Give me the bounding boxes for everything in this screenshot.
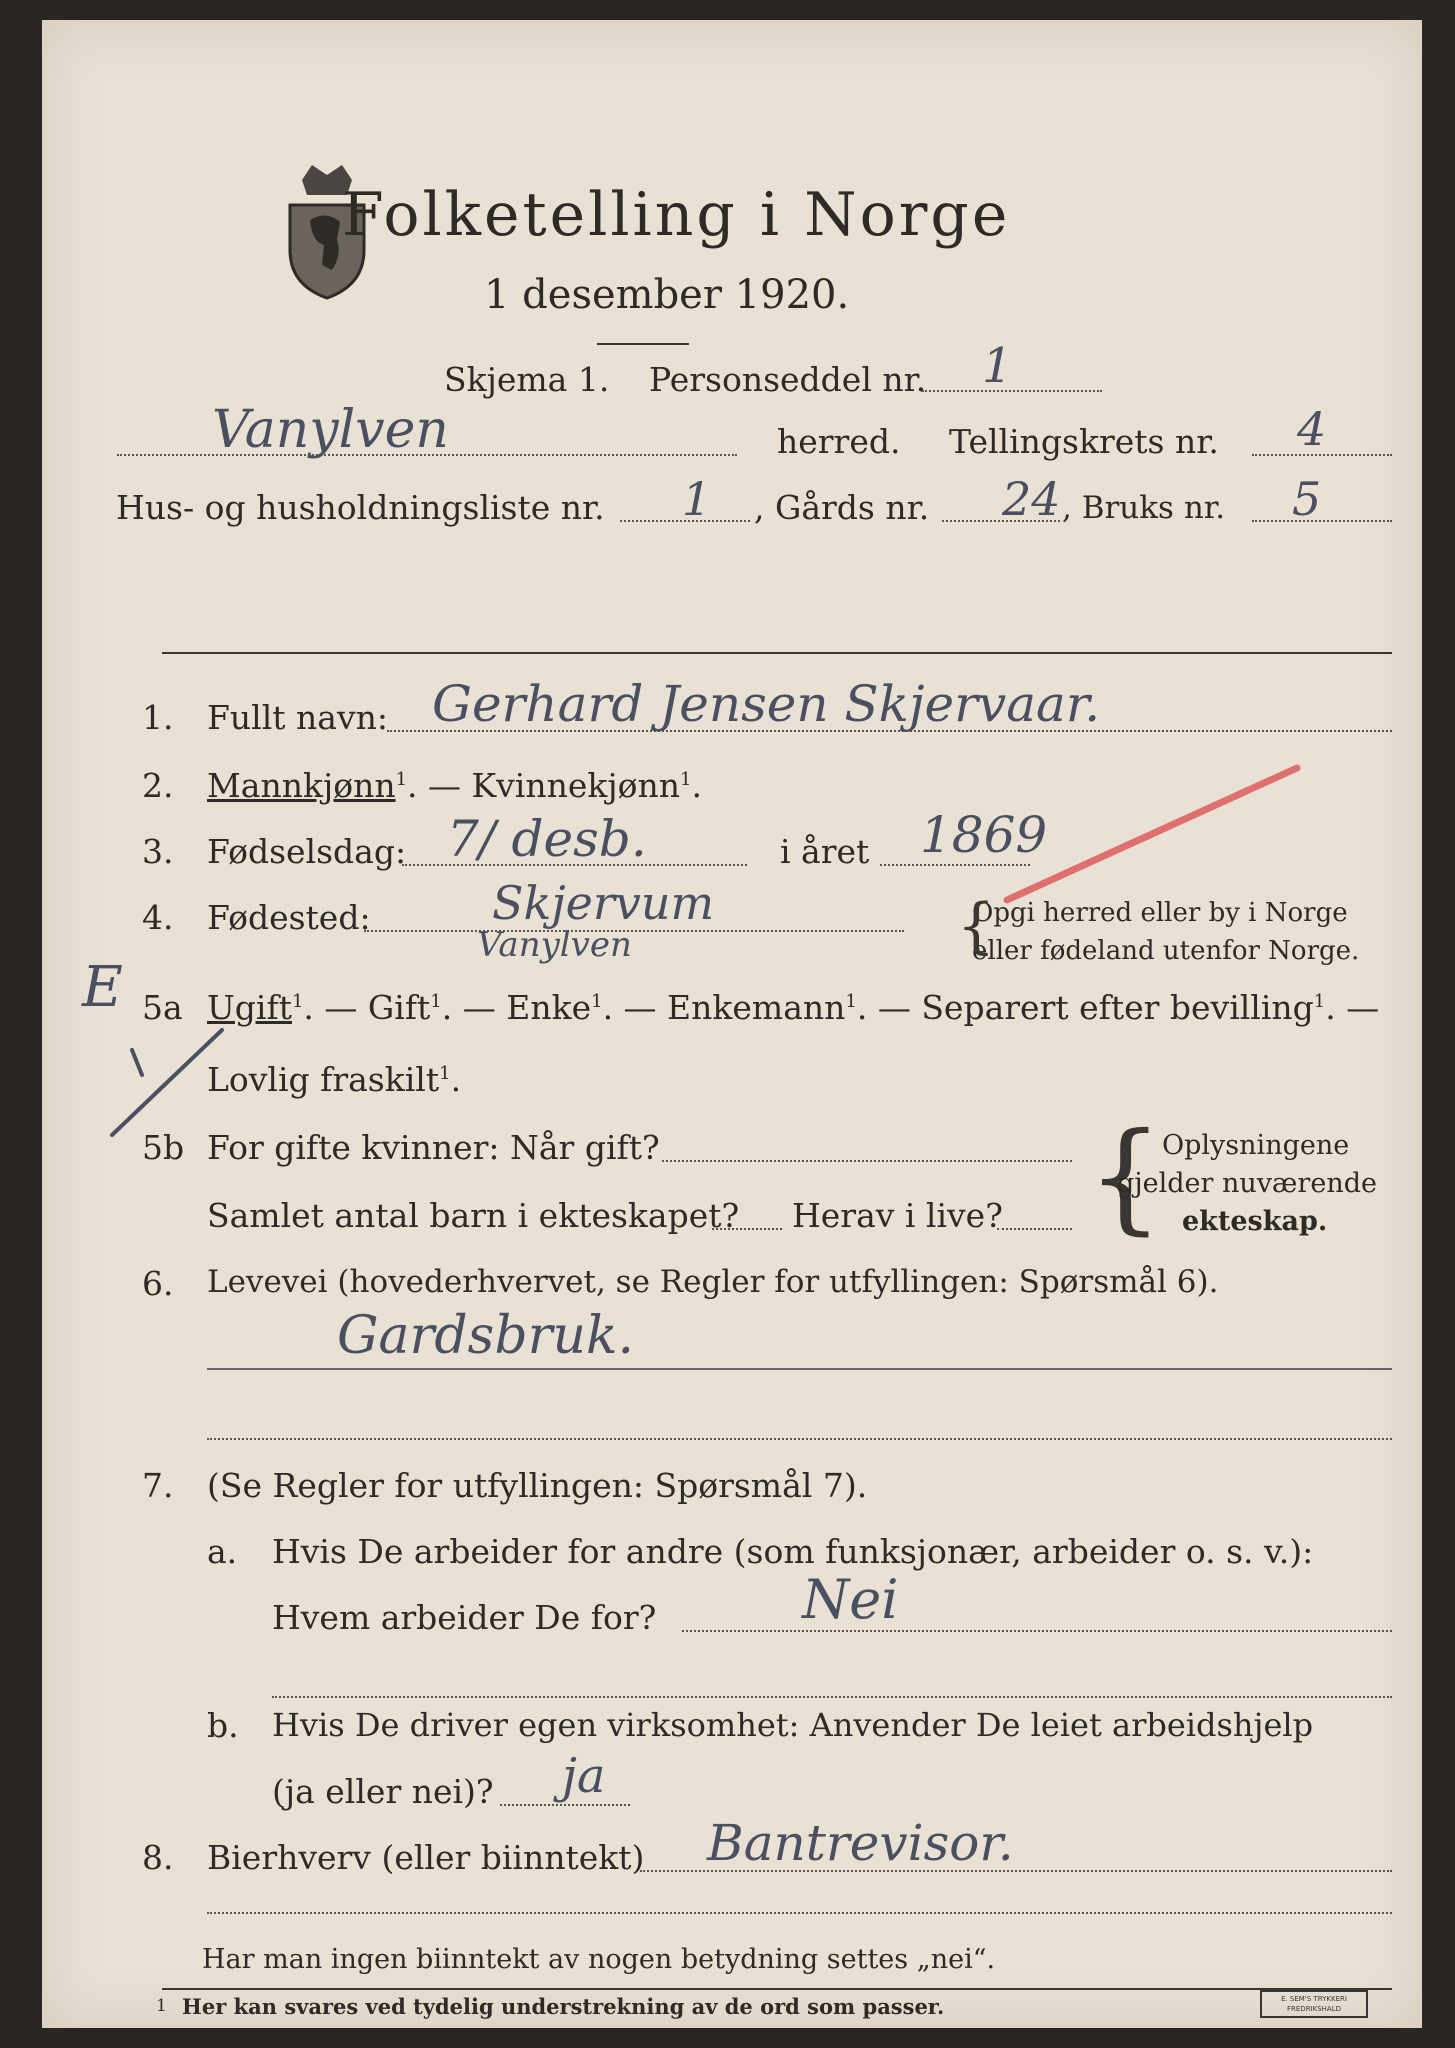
q1-number: 1. xyxy=(142,698,174,737)
q4-label: Fødested: xyxy=(207,898,371,937)
q5b-note-2: gjelder nuværende xyxy=(1117,1168,1377,1199)
q2-end: . xyxy=(691,766,702,805)
q8-label: Bierhverv (eller biinntekt) xyxy=(207,1838,645,1877)
red-pencil-mark xyxy=(1002,760,1302,910)
form-date: 1 desember 1920. xyxy=(484,272,850,318)
q4-brace: { xyxy=(957,891,996,961)
gards-label: , Gårds nr. xyxy=(754,488,930,527)
q4-line xyxy=(364,930,904,932)
q7a-label-2: Hvem arbeider De for? xyxy=(272,1598,657,1637)
q1-value: Gerhard Jensen Skjervaar. xyxy=(432,675,1101,733)
bruks-line xyxy=(1252,520,1392,522)
title-divider xyxy=(597,343,689,345)
q5b-label-3: Herav i live? xyxy=(792,1196,1003,1235)
q8-number: 8. xyxy=(142,1838,174,1877)
q7a-label: Hvis De arbeider for andre (som funksjonær, arbeider o. s. v.): xyxy=(272,1532,1314,1571)
q5a-enke: Enke xyxy=(506,988,592,1027)
q3-value: 7/ desb. xyxy=(447,810,647,868)
q5a-enkemann: Enkemann xyxy=(667,988,846,1027)
q7a-line-2 xyxy=(272,1696,1392,1698)
q4-value-2: Vanylven xyxy=(477,925,632,965)
q7b-line xyxy=(500,1804,630,1806)
printer-stamp-text: E. SEM'S TRYKKERI FREDRIKSHALD xyxy=(1281,1995,1347,2013)
form-title: Folketelling i Norge xyxy=(342,180,1011,250)
printer-stamp xyxy=(1260,1990,1368,2018)
q5a-number: 5a xyxy=(142,988,183,1027)
footer-divider xyxy=(162,1988,1392,1990)
q7-label: (Se Regler for utfyllingen: Spørsmål 7). xyxy=(207,1466,868,1505)
q1-label: Fullt navn: xyxy=(207,698,388,737)
q3-year-value: 1869 xyxy=(920,806,1048,864)
q8-line-2 xyxy=(207,1912,1392,1914)
q5a-separert: Separert efter bevilling xyxy=(921,988,1314,1027)
skjema-label: Skjema 1. xyxy=(444,360,610,399)
q6-line-1 xyxy=(207,1368,1392,1370)
q5b-label-2: Samlet antal barn i ekteskapet? xyxy=(207,1196,740,1235)
q3-year-label: i året xyxy=(780,832,870,871)
q7-number: 7. xyxy=(142,1466,174,1505)
q5a-ugift: Ugift xyxy=(207,988,292,1027)
header-divider xyxy=(162,652,1392,654)
q4-value: Skjervum xyxy=(492,876,715,930)
tellingskrets-label: Tellingskrets nr. xyxy=(949,422,1219,461)
q6-label: Levevei (hovederhvervet, se Regler for utfyllingen: Spørsmål 6). xyxy=(207,1264,1219,1300)
census-form-page xyxy=(42,20,1422,2028)
q5b-brace: { xyxy=(1087,1108,1164,1247)
q2-line: Mannkjønn$^1$. — Kvinnekjønn$^1$. xyxy=(207,766,702,805)
q6-number: 6. xyxy=(142,1264,174,1303)
personseddel-label: Personseddel nr. xyxy=(649,360,927,399)
q5b-note-3: ekteskap. xyxy=(1182,1206,1328,1237)
q6-line-2 xyxy=(207,1438,1392,1440)
q2-sep: . — xyxy=(407,766,472,805)
q7b-letter: b. xyxy=(207,1706,239,1745)
q7b-label-2: (ja eller nei)? xyxy=(272,1772,494,1811)
hus-label: Hus- og husholdningsliste nr. xyxy=(116,488,605,527)
q5a-margin-mark: E xyxy=(82,955,123,1020)
q5b-note-1: Oplysningene xyxy=(1162,1130,1350,1161)
q5b-line-1 xyxy=(662,1160,1072,1162)
tellingskrets-value: 4 xyxy=(1297,402,1327,456)
q8-value: Bantrevisor. xyxy=(707,1814,1014,1872)
q5a-line-2: Lovlig fraskilt$^1$. xyxy=(207,1060,462,1099)
q4-number: 4. xyxy=(142,898,174,937)
gards-value: 24 xyxy=(1002,472,1061,526)
personseddel-value: 1 xyxy=(982,338,1013,394)
q5b-line-2 xyxy=(712,1228,782,1230)
q5b-label-1: For gifte kvinner: Når gift? xyxy=(207,1128,660,1167)
herred-label: herred. xyxy=(777,422,901,461)
q7b-label: Hvis De driver egen virksomhet: Anvender De leiet arbeidshjelp xyxy=(272,1706,1314,1744)
q5b-number: 5b xyxy=(142,1128,185,1167)
footnote-number: 1 xyxy=(156,1996,167,2016)
q7a-line xyxy=(682,1630,1392,1632)
q5a-fraskilt: Lovlig fraskilt xyxy=(207,1060,440,1099)
q3-number: 3. xyxy=(142,832,174,871)
q2-male: Mannkjønn xyxy=(207,766,396,805)
bruks-label: , Bruks nr. xyxy=(1062,490,1226,526)
bruks-value: 5 xyxy=(1292,472,1322,526)
q6-value: Gardsbruk. xyxy=(337,1306,635,1366)
q5b-line-3 xyxy=(997,1228,1072,1230)
q4-note-1: Opgi herred eller by i Norge xyxy=(972,898,1348,928)
q7b-value: ja xyxy=(562,1748,606,1804)
q7a-value: Nei xyxy=(802,1568,899,1631)
hus-value: 1 xyxy=(682,472,712,526)
footer-note: Har man ingen biinntekt av nogen betydning settes „nei“. xyxy=(202,1944,996,1975)
q3-label: Fødselsdag: xyxy=(207,832,407,871)
q5a-gift: Gift xyxy=(367,988,431,1027)
q7a-letter: a. xyxy=(207,1532,238,1571)
q2-number: 2. xyxy=(142,766,174,805)
footnote-text: Her kan svares ved tydelig understrekning av de ord som passer. xyxy=(182,1994,945,2019)
q4-note-2: eller fødeland utenfor Norge. xyxy=(972,936,1360,966)
herred-value: Vanylven xyxy=(212,400,449,460)
q2-female: Kvinnekjønn xyxy=(471,766,681,805)
q5a-line-1: Ugift$^1$. — Gift$^1$. — Enke$^1$. — Enkemann$^1$. — Separert efter bevilling$^1$. — xyxy=(207,988,1380,1027)
